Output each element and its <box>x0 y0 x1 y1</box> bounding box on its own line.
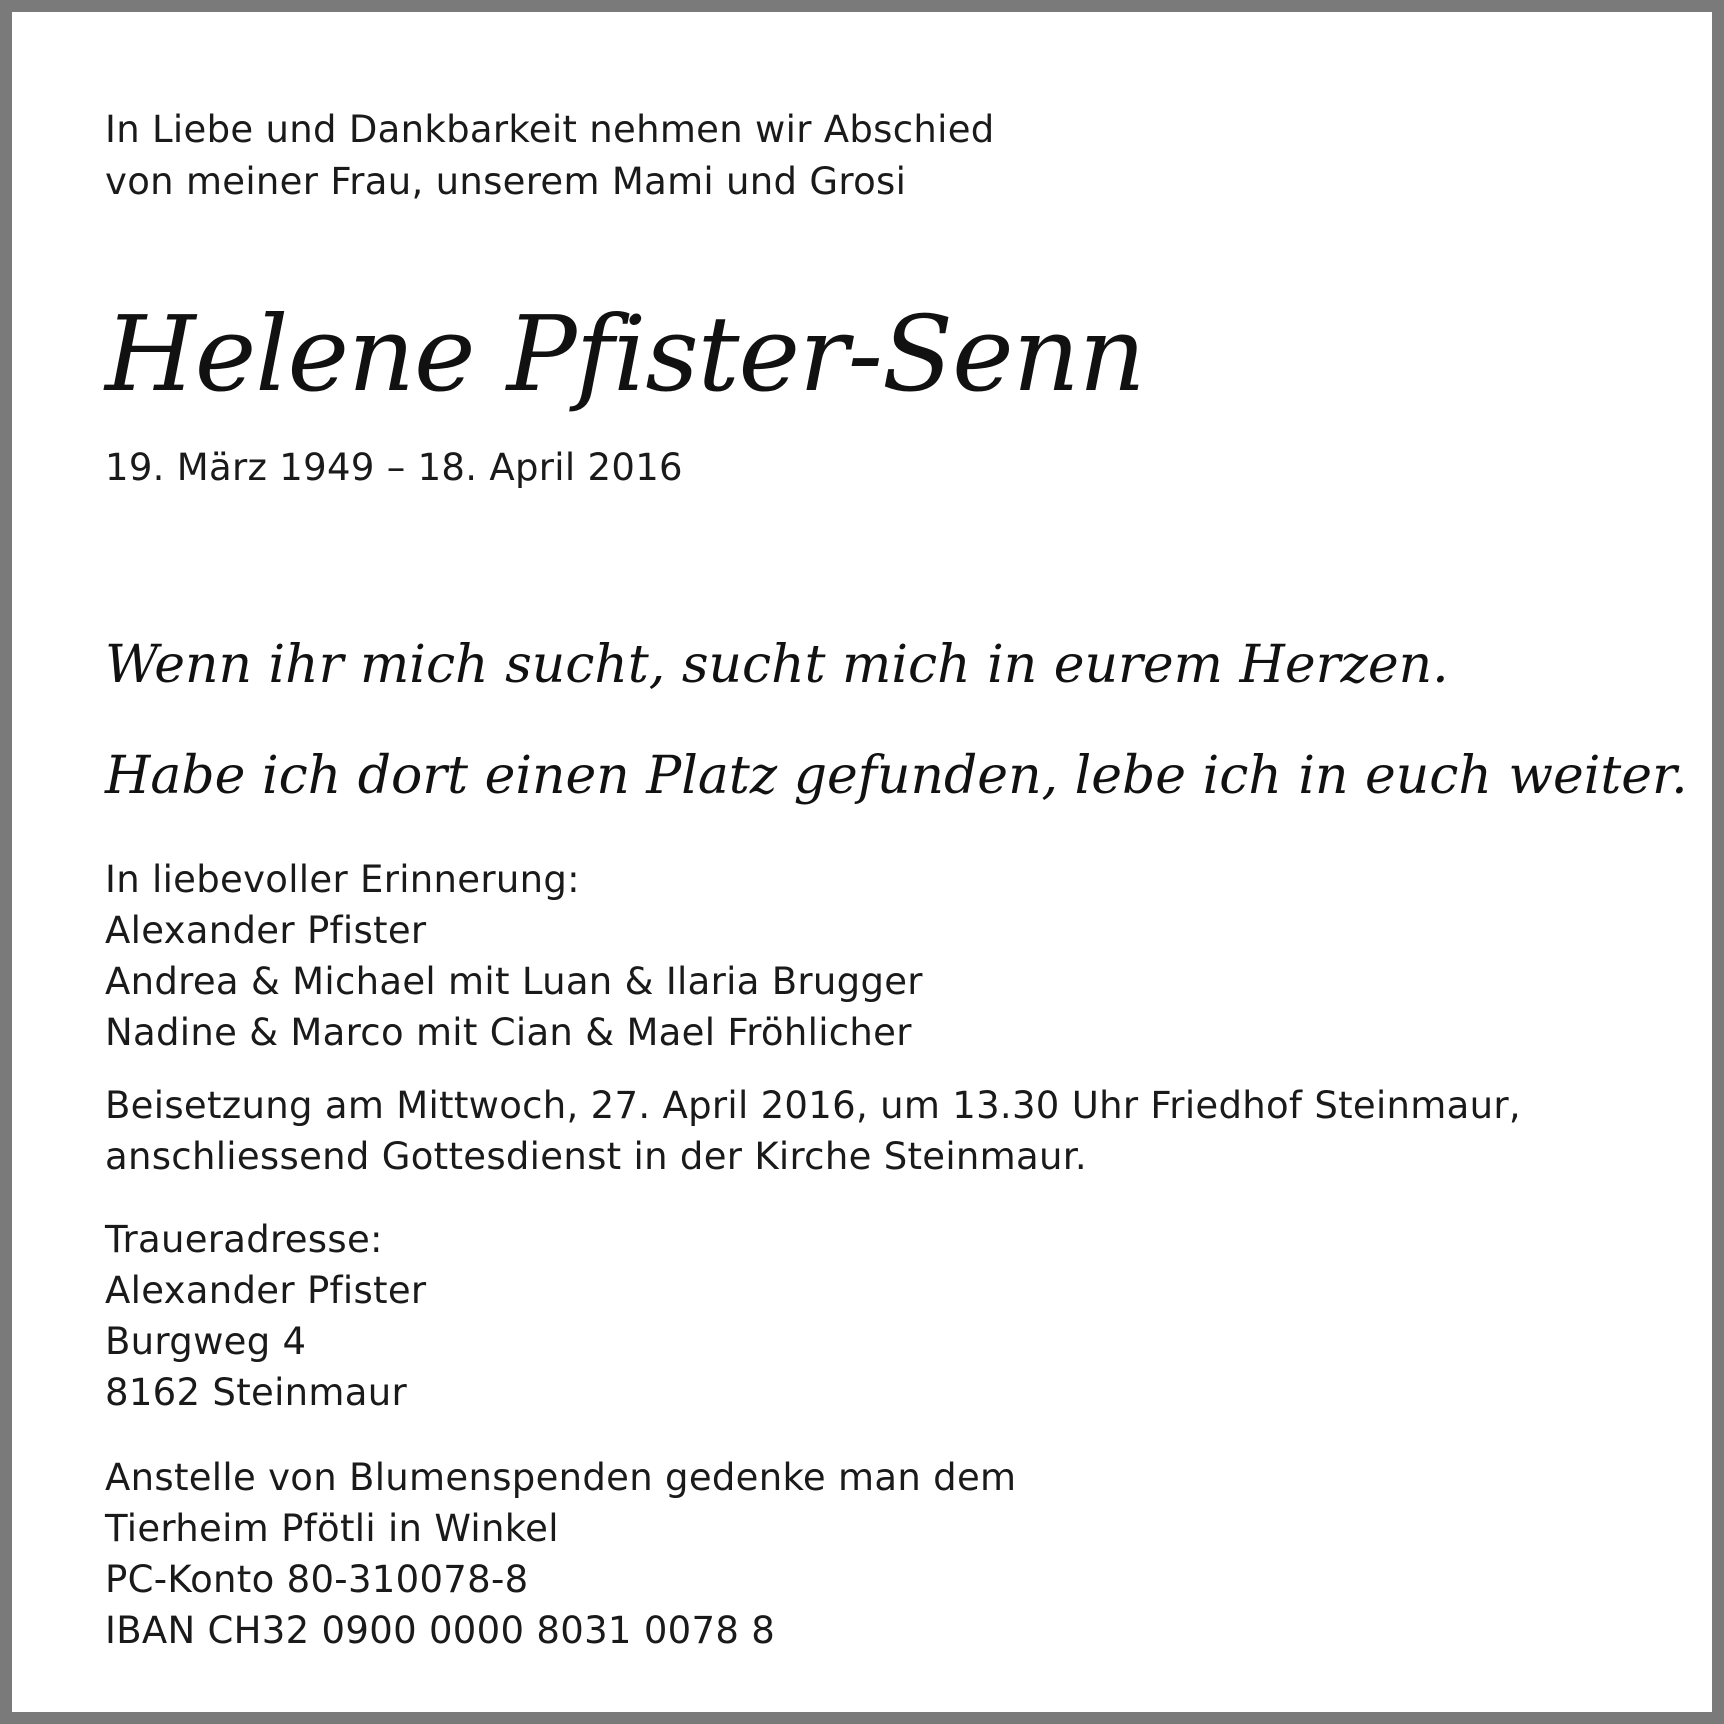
burial-line-2: anschliessend Gottesdienst in der Kirche Steinmaur. <box>105 1135 1087 1178</box>
mourners-heading: In liebevoller Erinnerung: <box>105 858 580 901</box>
address-city: 8162 Steinmaur <box>105 1371 407 1414</box>
mourner-item: Andrea & Michael mit Luan & Ilaria Brugger <box>105 960 923 1003</box>
intro-text <box>105 104 995 208</box>
donation-info <box>105 1452 1016 1656</box>
donation-line-1: Anstelle von Blumenspenden gedenke man dem <box>105 1456 1017 1499</box>
address-heading: Traueradresse: <box>105 1218 383 1261</box>
intro-line-1: In Liebe und Dankbarkeit nehmen wir Abschied <box>105 108 995 151</box>
intro-line-2: von meiner Frau, unserem Mami und Grosi <box>105 160 907 203</box>
quote-line-2: Habe ich dort einen Platz gefunden, lebe ich in euch weiter. <box>105 746 1688 806</box>
donation-line-2: Tierheim Pfötli in Winkel <box>105 1507 559 1550</box>
mourning-address <box>105 1214 426 1418</box>
mourners-list <box>105 854 923 1058</box>
donation-account: PC-Konto 80-310078-8 <box>105 1558 529 1601</box>
mourner-item: Alexander Pfister <box>105 909 427 952</box>
burial-line-1: Beisetzung am Mittwoch, 27. April 2016, um 13.30 Uhr Friedhof Steinmaur, <box>105 1084 1521 1127</box>
burial-info <box>105 1080 1521 1182</box>
memorial-quote <box>105 610 1688 832</box>
deceased-name: Helene Pfister-Senn <box>105 293 1145 415</box>
address-street: Burgweg 4 <box>105 1320 307 1363</box>
donation-iban: IBAN CH32 0900 0000 8031 0078 8 <box>105 1609 776 1652</box>
mourner-item: Nadine & Marco mit Cian & Mael Fröhlicher <box>105 1011 912 1054</box>
address-name: Alexander Pfister <box>105 1269 427 1312</box>
quote-line-1: Wenn ihr mich sucht, sucht mich in eurem Herzen. <box>105 635 1449 695</box>
life-dates: 19. März 1949 – 18. April 2016 <box>105 446 683 489</box>
